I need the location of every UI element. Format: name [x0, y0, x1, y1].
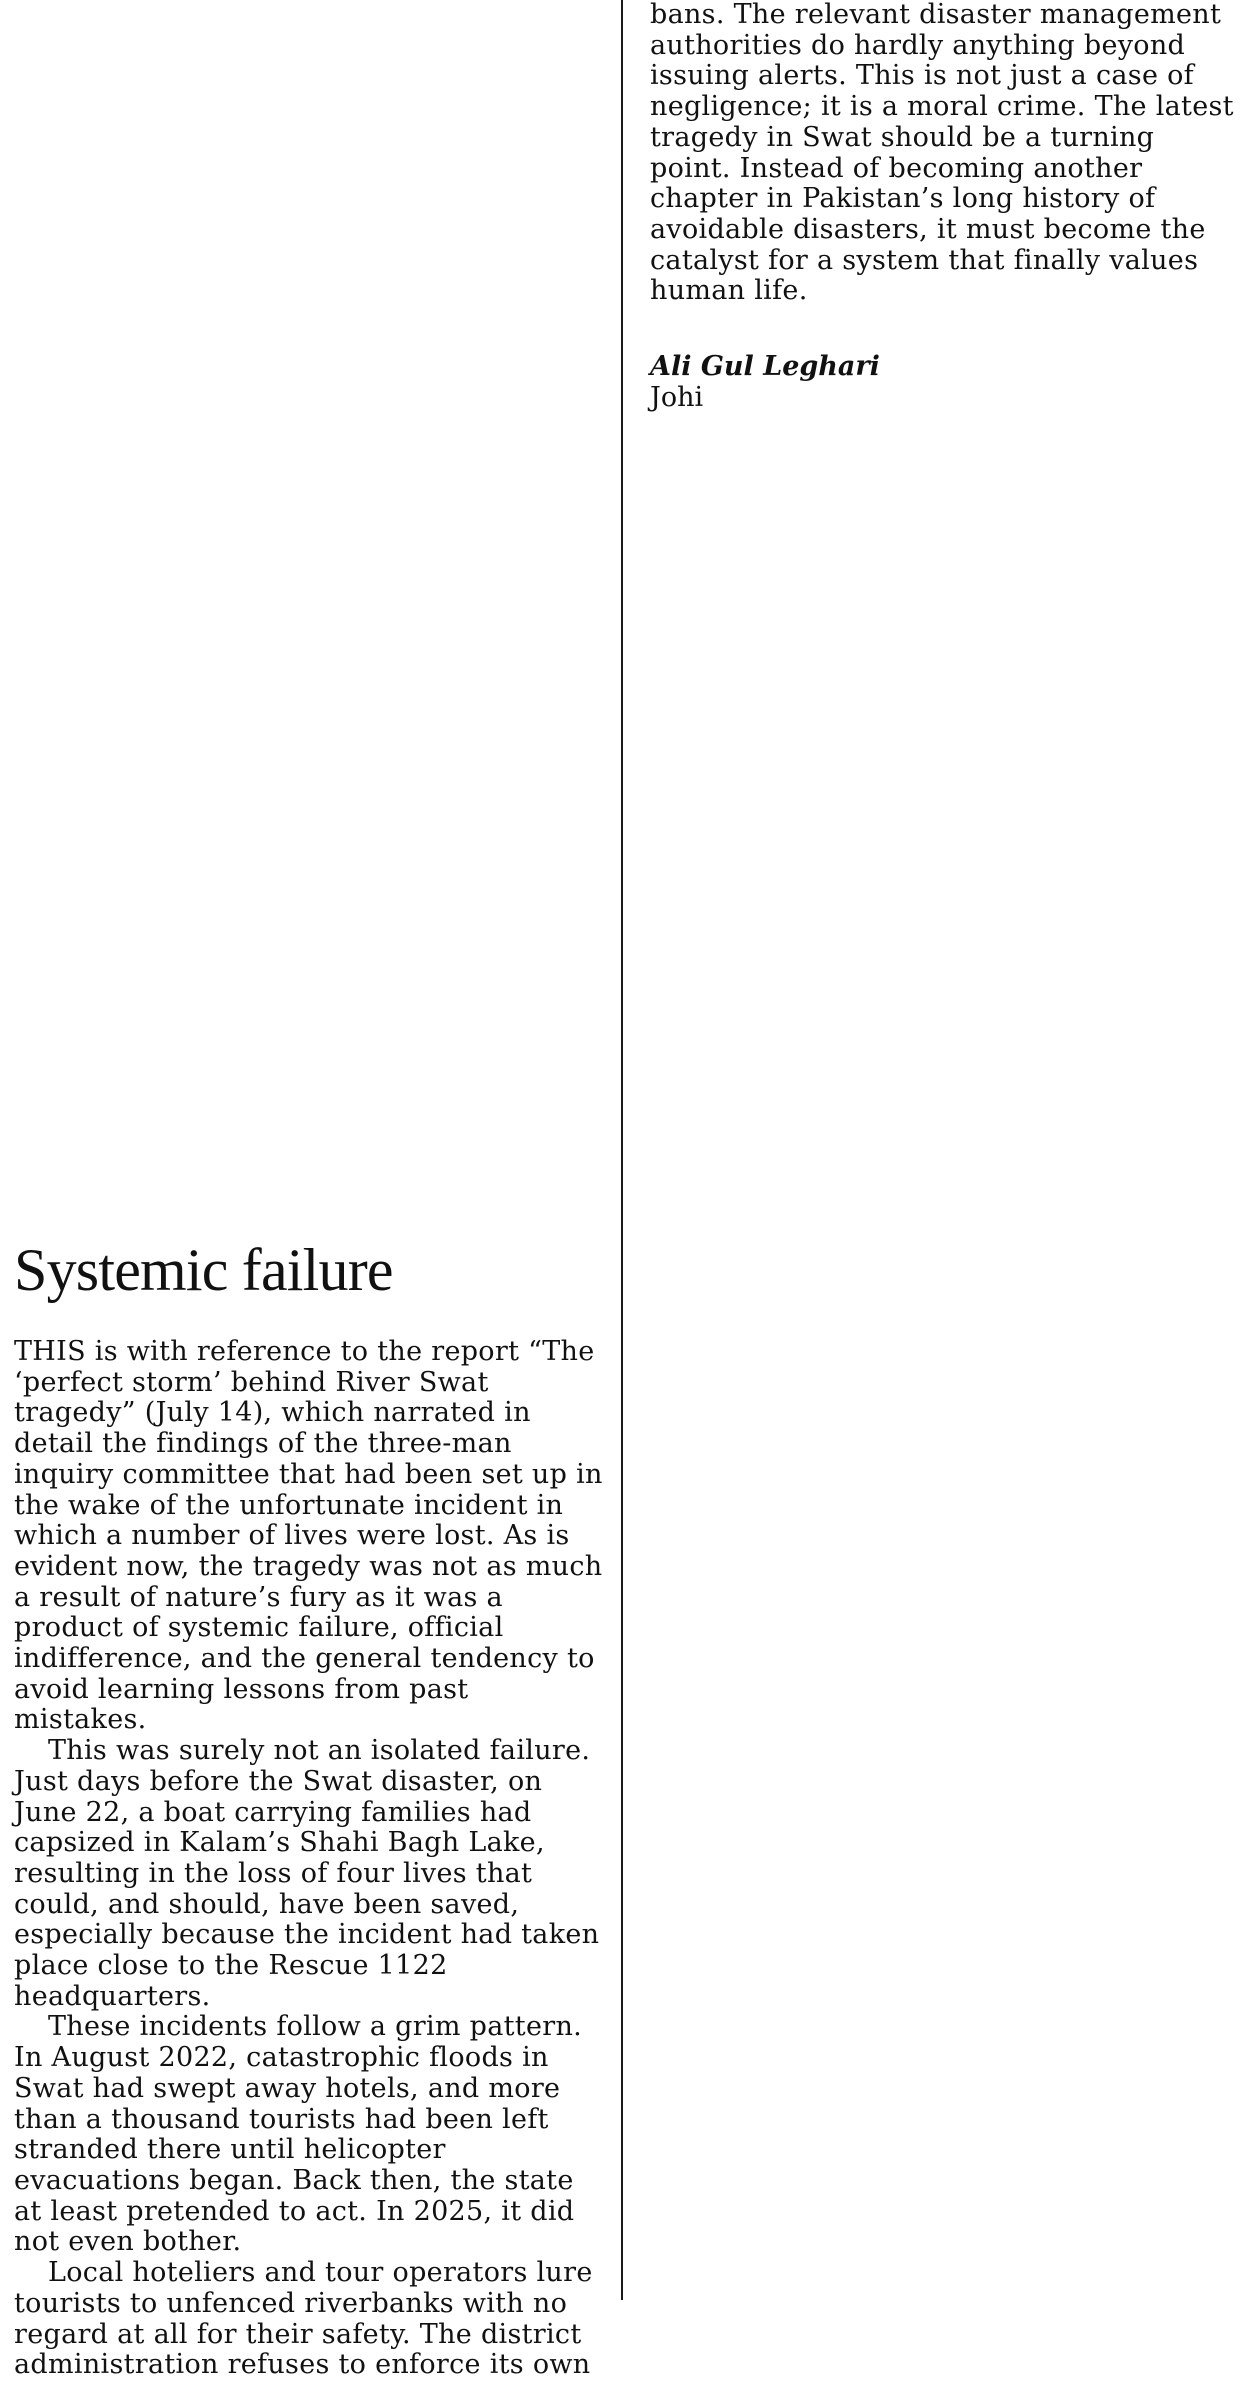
- letter-continuation: [650, 0, 1240, 413]
- letter-paragraph: THIS is with reference to the report “The ‘perfect storm’ behind River Swat tragedy” (July 14), which narrated in detail the findings of the three-man inquiry committee that had been set up in the wake of the unfortunate incident in which a number of lives were lost. As is evident now, the tragedy was not as much a result of nature’s fury as it was a product of systemic failure, official indifference, and the general tendency to avoid learning lessons from past mistakes.: [14, 1336, 603, 1736]
- letter-signature: [650, 351, 1240, 413]
- letter-paragraph: Local hoteliers and tour operators lure tourists to unfenced riverbanks with no regard at all for their safety. The district administration refuses to enforce its own: [14, 2257, 593, 2381]
- author-name: Ali Gul Leghari: [650, 351, 880, 383]
- letter-systemic-failure: [14, 1235, 604, 2381]
- letter-headline: Systemic failure: [14, 1237, 393, 1303]
- letter-paragraph: These incidents follow a grim pattern. In August 2022, catastrophic floods in Swat had swept away hotels, and more than a thousand tourists had been left stranded there until helicopter evacuations began. Back then, the state at least pretended to act. In 2025, it did not even bother.: [14, 2011, 583, 2258]
- letter-paragraph: This was surely not an isolated failure. Just days before the Swat disaster, on June 22, a boat carrying families had capsized in Kalam’s Shahi Bagh Lake, resulting in the loss of four lives that could, and should, have been saved, especially because the incident had taken place close to the Rescue 1122 headquarters.: [14, 1735, 600, 2012]
- column-divider: [621, 0, 623, 2300]
- author-location: Johi: [650, 382, 704, 414]
- letter-paragraph: bans. The relevant disaster management authorities do hardly anything beyond issuing alerts. This is not just a case of negligence; it is a moral crime. The latest tragedy in Swat should be a turning point. Instead of becoming another chapter in Pakistan’s long history of avoidable disasters, it must become the catalyst for a system that finally values human life.: [650, 0, 1234, 307]
